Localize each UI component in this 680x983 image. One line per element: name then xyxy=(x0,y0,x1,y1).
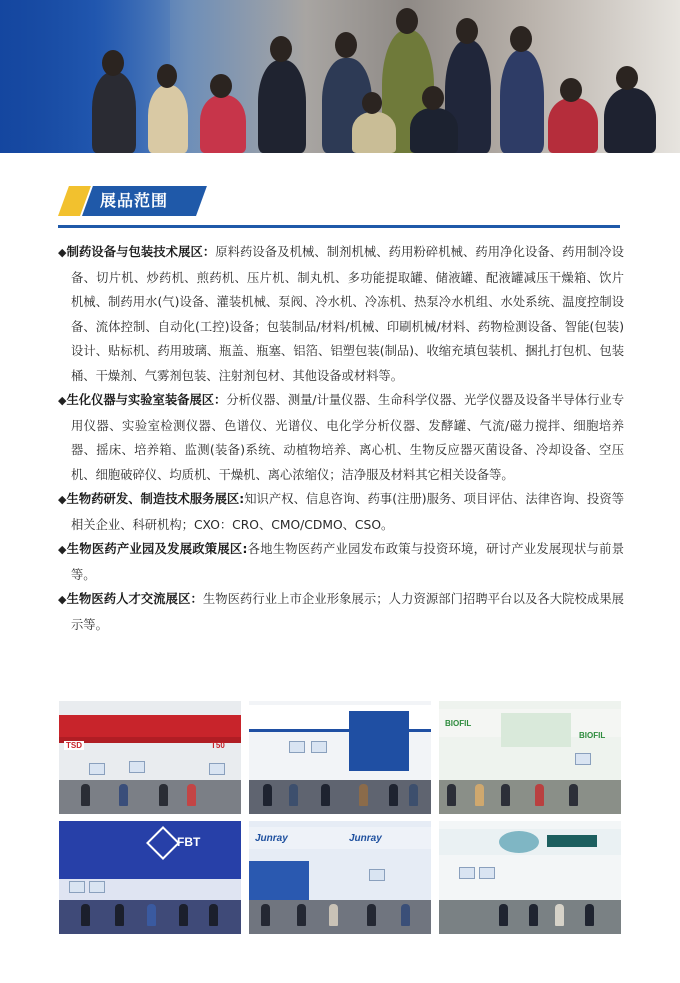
category-name: 生物医药人才交流展区： xyxy=(66,592,203,606)
booth-photo xyxy=(439,821,621,934)
category-rd-services xyxy=(58,487,624,537)
diamond-bullet-icon: ◆ xyxy=(58,246,67,259)
category-description: 知识产权、信息咨询、药事(注册)服务、项目评估、法律咨询、投资等相关企业、科研机构；CXO：CRO、CMO/CDMO、CSO。 xyxy=(71,492,624,532)
section-header xyxy=(58,186,620,230)
category-description: 原料药设备及机械、制剂机械、药用粉碎机械、药用净化设备、药用制冷设备、切片机、炒药机、煎药机、压片机、制丸机、多功能提取罐、储液罐、配液罐减压干燥箱、饮片机械、制药用水(气)设备、灌装机械、泵阀、冷水机、冷冻机、热泵冷水机组、水处系统、温度控制设备、流体控制、自动化(工控)设备；包装制品/材料/机械、印刷机械/材料、药物检测设备、智能(包装)设计、贴标机、药用玻璃、瓶盖、瓶塞、铝箔、铝塑包装(制品)、收缩充填包装机、捆扎打包机、包装桶、干燥剂、气雾剂包装、注射剂包材、其他设备或材料等。 xyxy=(71,245,624,383)
hero-blue-overlay xyxy=(0,0,170,153)
section-title: 展品范围 xyxy=(100,191,169,210)
exhibit-categories xyxy=(58,240,624,637)
booth-photo: Junray Junray xyxy=(249,821,431,934)
category-talent-exchange xyxy=(58,587,624,637)
booth-photo xyxy=(249,701,431,814)
category-name: 制药设备与包装技术展区： xyxy=(66,245,216,259)
category-name: 生物医药产业园及发展政策展区: xyxy=(66,542,248,556)
header-underline xyxy=(58,225,620,228)
booth-photo: BIOFIL BIOFIL xyxy=(439,701,621,814)
hero-photo xyxy=(0,0,680,153)
diamond-bullet-icon: ◆ xyxy=(58,593,67,606)
diamond-bullet-icon: ◆ xyxy=(58,394,67,407)
category-industrial-parks xyxy=(58,537,624,587)
category-description: 生物医药行业上市企业形象展示；人力资源部门招聘平台以及各大院校成果展示等。 xyxy=(71,592,624,632)
category-name: 生物药研发、制造技术服务展区: xyxy=(66,492,245,506)
category-description: 各地生物医药产业园发布政策与投资环境，研讨产业发展现状与前景等。 xyxy=(71,542,624,582)
diamond-bullet-icon: ◆ xyxy=(58,493,67,506)
booth-photo: TSD T50 xyxy=(59,701,241,814)
category-lab-instruments xyxy=(58,388,624,487)
category-name: 生化仪器与实验室装备展区： xyxy=(66,393,227,407)
diamond-bullet-icon: ◆ xyxy=(58,543,67,556)
booth-photo: FBT xyxy=(59,821,241,934)
category-description: 分析仪器、测量/计量仪器、生命科学仪器、光学仪器及设备半导体行业专用仪器、实验室检测仪器、色谱仪、光谱仪、电化学分析仪器、发酵罐、气流/磁力搅拌、细胞培养器、摇床、培养箱、监测(装备)系统、动植物培养、离心机、生物反应器灭菌设备、冷却设备、空压机、细胞破碎仪、均质机、干燥机、离心浓缩仪；洁净服及材料其它相关设备等。 xyxy=(71,393,624,482)
category-pharma-equipment xyxy=(58,240,624,388)
